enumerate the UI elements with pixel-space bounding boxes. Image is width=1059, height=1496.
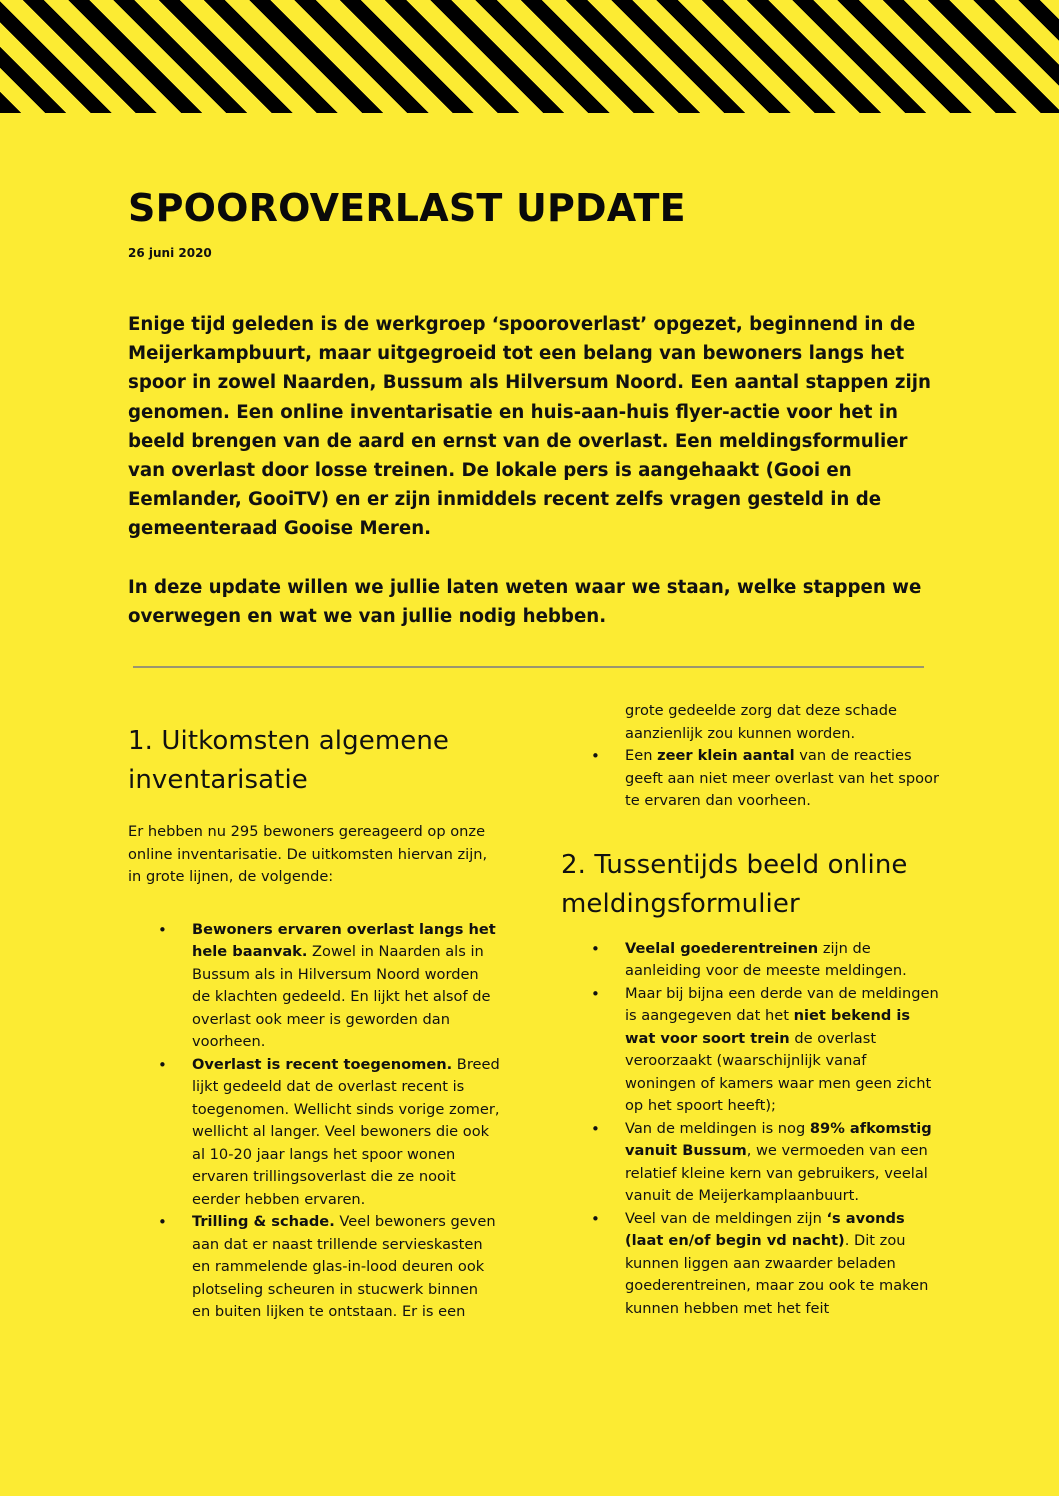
section-1-list — [128, 919, 500, 1324]
list-item-bold: Bewoners ervaren overlast langs het hele baanvak. — [192, 920, 496, 960]
section-1-intro: Er hebben nu 295 bewoners gereageerd op onze online inventarisatie. De uitkomsten hiervan zijn, in grote lijnen, de volgende: — [128, 823, 488, 885]
section-1-heading: 1. Uitkomsten algemene inventarisatie — [128, 726, 450, 795]
list-item — [128, 1054, 500, 1212]
page-title: SPOOROVERLAST UPDATE — [128, 186, 686, 230]
list-item-text: Veel bewoners geven aan dat er naast trillende servieskasten en rammelende glas-in-lood deuren ook plotseling scheuren in stucwerk binnen en buiten lijken te ontstaan. Er is een — [192, 1213, 496, 1320]
list-item-bold: niet bekend is wat voor soort trein — [625, 1007, 911, 1047]
list-item-bold: Overlast is recent toegenomen. — [192, 1055, 453, 1073]
intro-paragraph-2: In deze update willen we jullie laten weten waar we staan, welke stappen we overwegen en wat we van jullie nodig hebben. — [128, 577, 922, 628]
hazard-stripes-banner — [0, 0, 1059, 113]
list-item-bold: Trilling & schade. — [192, 1213, 335, 1230]
section-divider — [133, 666, 924, 668]
list-item-bold: Veelal goederentreinen — [625, 939, 819, 957]
list-item — [561, 1208, 941, 1321]
list-item — [128, 1211, 500, 1324]
list-item — [561, 1118, 941, 1208]
list-item-continued: grote gedeelde zorg dat deze schade aanzienlijk zou kunnen worden. — [625, 702, 897, 742]
list-item-bold: ‘s avonds (laat en/of begin vd nacht) — [625, 1209, 905, 1249]
publication-date: 26 juni 2020 — [128, 246, 212, 260]
list-item-text: van de reacties geeft aan niet meer overlast van het spoor te ervaren dan voorheen. — [625, 747, 939, 809]
list-item-text: zijn de aanleiding voor de meeste meldingen. — [625, 939, 907, 979]
left-column — [128, 700, 500, 1324]
list-item — [128, 919, 500, 1054]
list-item — [561, 983, 941, 1118]
section-1-list-continued — [561, 700, 941, 813]
list-item-text: . Dit zou kunnen liggen aan zwaarder beladen goederentreinen, maar zou ook te maken kunnen hebben met het feit — [625, 1232, 929, 1317]
section-2-heading: 2. Tussentijds beeld online meldingsformulier — [561, 849, 908, 919]
list-item-text: , we vermoeden van een relatief kleine kern van gebruikers, veelal vanuit de Meijerkamplaanbuurt. — [625, 1142, 928, 1204]
list-item — [561, 745, 941, 813]
right-column — [561, 700, 941, 1320]
list-item-text: Veel van de meldingen zijn — [625, 1209, 827, 1227]
list-item-bold: 89% afkomstig vanuit Bussum — [625, 1119, 932, 1159]
list-item-text: Van de meldingen is nog — [625, 1119, 810, 1137]
list-item-bold: zeer klein aantal — [657, 747, 795, 764]
list-item-text: Maar bij bijna een derde van de meldingen is aangegeven dat het — [625, 984, 939, 1024]
list-item — [561, 938, 941, 983]
intro-paragraph: Enige tijd geleden is de werkgroep ‘spooroverlast’ opgezet, beginnend in de Meijerkampbuurt, maar uitgegroeid tot een belang van bewoners langs het spoor in zowel Naarden, Bussum als Hilversum Noord. Een aantal stappen zijn genomen. Een online inventarisatie en huis-aan-huis flyer-actie voor het in beeld brengen van de aard en ernst van de overlast. Een meldingsformulier van overlast door losse treinen. De lokale pers is aangehaakt (Gooi en Eemlander, GooiTV) en er zijn inmiddels recent zelfs vragen gesteld in de gemeenteraad Gooise Meren. — [128, 314, 931, 540]
list-item-text: de overlast veroorzaakt (waarschijnlijk vanaf woningen of kamers waar men geen zicht op het spoort heeft); — [625, 1029, 932, 1114]
section-2-list — [561, 938, 941, 1321]
list-item-text: Zowel in Naarden als in Bussum als in Hilversum Noord worden de klachten gedeeld. En lijkt het alsof de overlast ook meer is geworden dan voorheen. — [192, 943, 491, 1050]
list-item-text: Breed lijkt gedeeld dat de overlast recent is toegenomen. Wellicht sinds vorige zomer, wellicht al langer. Veel bewoners die ook al 10-20 jaar langs het spoor wonen ervaren trillingsoverlast die ze nooit eerder hebben ervaren. — [192, 1055, 500, 1208]
list-item-text: Een — [625, 747, 658, 764]
